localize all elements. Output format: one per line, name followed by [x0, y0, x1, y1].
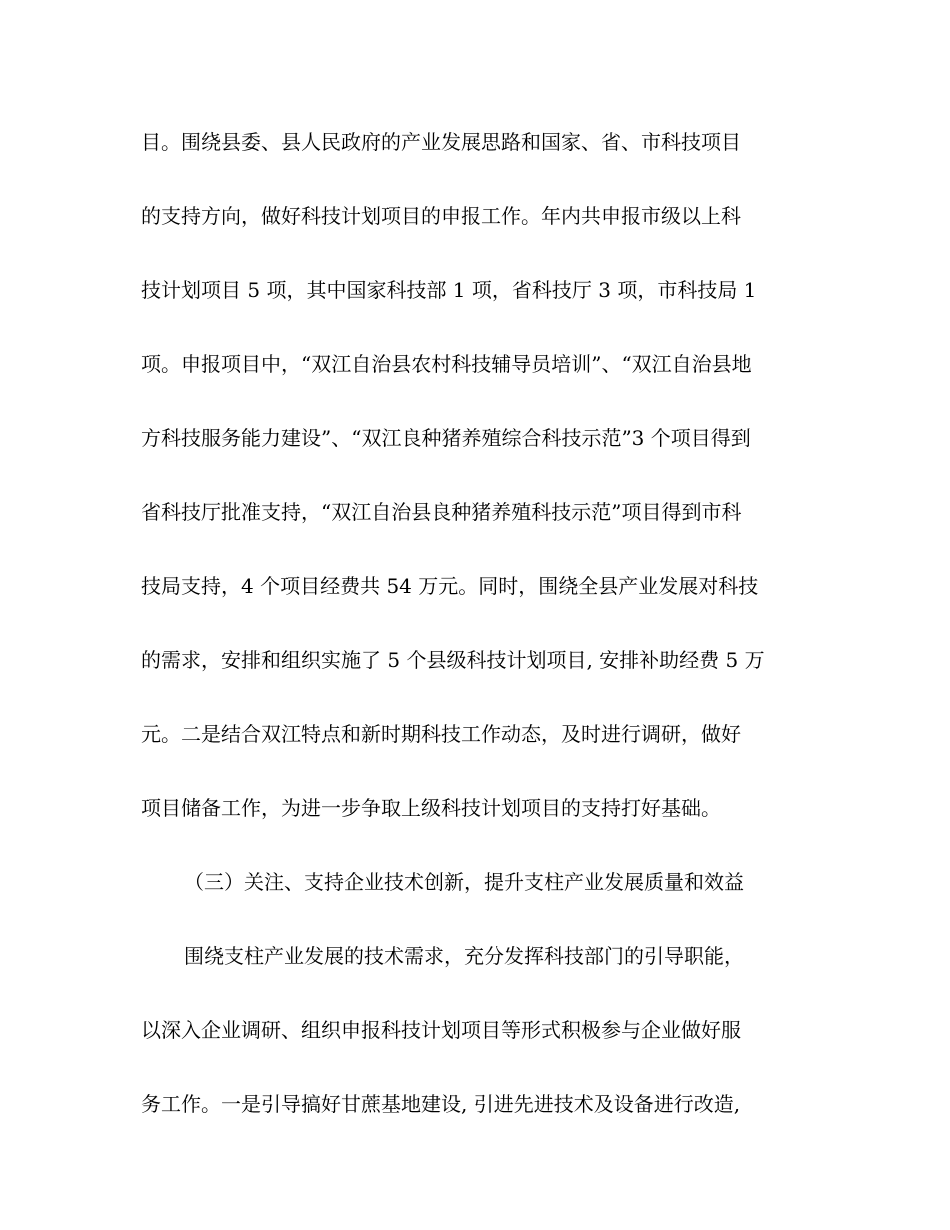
paragraph-line-13: 以深入企业调研、组织申报科技计划项目等形式积极参与企业做好服 — [141, 1018, 741, 1042]
paragraph-line-9: 元。二是结合双江特点和新时期科技工作动态，及时进行调研，做好 — [141, 722, 741, 746]
paragraph-line-8: 的需求，安排和组织实施了 5 个县级科技计划项目, 安排补助经费 5 万 — [141, 648, 765, 672]
paragraph-line-7: 技局支持，4 个项目经费共 54 万元。同时，围绕全县产业发展对科技 — [141, 574, 759, 598]
paragraph-line-4: 项。申报项目中，“双江自治县农村科技辅导员培训”、“双江自治县地 — [141, 352, 752, 376]
paragraph-line-3: 技计划项目 5 项，其中国家科技部 1 项，省科技厅 3 项，市科技局 1 — [141, 278, 757, 302]
paragraph-line-5: 方科技服务能力建设”、“双江良种猪养殖综合科技示范”3 个项目得到 — [141, 426, 751, 450]
paragraph-line-14: 务工作。一是引导搞好甘蔗基地建设, 引进先进技术及设备进行改造, — [141, 1092, 741, 1116]
section-heading: （三）关注、支持企业技术创新，提升支柱产业发展质量和效益 — [184, 870, 744, 894]
paragraph-line-6: 省科技厅批准支持，“双江自治县良种猪养殖科技示范”项目得到市科 — [141, 500, 742, 524]
paragraph-line-10: 项目储备工作，为进一步争取上级科技计划项目的支持打好基础。 — [141, 796, 721, 820]
paragraph-line-1: 目。围绕县委、县人民政府的产业发展思路和国家、省、市科技项目 — [141, 130, 741, 154]
paragraph-line-12: 围绕支柱产业发展的技术需求，充分发挥科技部门的引导职能， — [184, 944, 744, 968]
paragraph-line-2: 的支持方向，做好科技计划项目的申报工作。年内共申报市级以上科 — [141, 204, 741, 228]
